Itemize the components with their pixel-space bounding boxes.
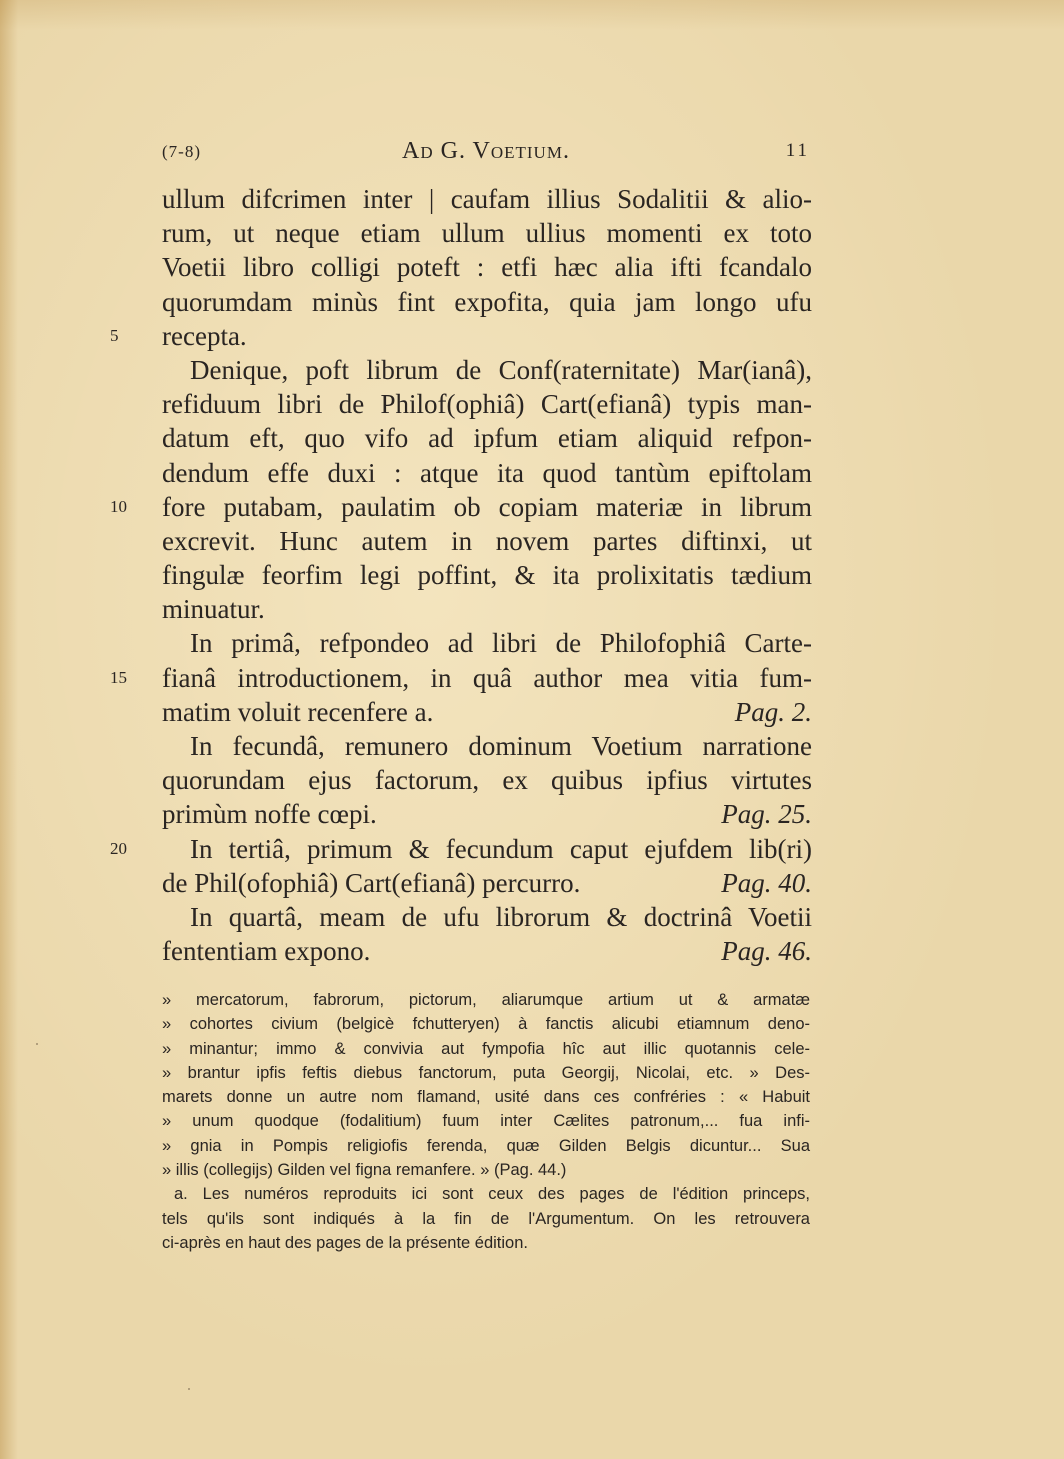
text-line-content: excrevit. Hunc autem in novem partes diftinxi, ut [162, 525, 812, 556]
text-line-content: In primâ, refpondeo ad libri de Philofophiâ Carte- [190, 628, 812, 659]
text-line [110, 832, 812, 866]
line-number: 15 [110, 667, 127, 687]
line-number: 20 [110, 838, 127, 858]
footnote-line: tels qu'ils sont indiqués à la fin de l'Argumentum. On les retrouvera [162, 1209, 810, 1228]
text-line-content: quorundam ejus factorum, ex quibus ipfius virtutes [162, 765, 812, 796]
footnote-line: » illis (collegijs) Gilden vel figna remanfere. » (Pag. 44.) [162, 1161, 567, 1180]
text-line [162, 797, 812, 831]
footnotes-block [162, 988, 810, 1255]
running-head [162, 138, 810, 168]
text-line [110, 661, 812, 695]
page-reference: Pag. 2. [734, 696, 812, 727]
text-line-content: ullum difcrimen inter | caufam illius Sodalitii & alio- [162, 184, 812, 214]
text-line [162, 763, 812, 797]
text-line [162, 456, 812, 490]
text-line-content: quorumdam minùs fint expofita, quia jam longo ufu [162, 286, 812, 317]
text-line [162, 626, 812, 660]
text-line-content: recepta. [162, 320, 247, 351]
text-line [162, 592, 812, 626]
text-line-content: Voetii libro colligi poteft : etfi hæc alia ifti fcandalo [162, 252, 812, 283]
running-head-left: (7-8) [162, 142, 201, 161]
footnote-line: » brantur ipfis feftis diebus fanctorum, puta Georgij, Nicolai, etc. » Des- [162, 1063, 810, 1082]
running-head-title: Ad G. Voetium. [402, 138, 570, 164]
text-line [162, 421, 812, 455]
text-line [162, 353, 812, 387]
line-number: 5 [110, 325, 119, 345]
text-line-content: dendum effe duxi : atque ita quod tantùm epiftolam [162, 457, 812, 488]
main-text-block [110, 182, 812, 968]
text-line-content: fianâ introductionem, in quâ author mea vitia fum- [162, 662, 812, 693]
footnote-line: marets donne un autre nom flamand, usité dans ces confréries : « Habuit [162, 1088, 810, 1107]
text-line [162, 558, 812, 592]
footnote-line: » unum quodque (fodalitium) fuum inter Cælites patronum,... fua infi- [162, 1112, 810, 1131]
footnote-line: a. Les numéros reproduits ici sont ceux des pages de l'édition princeps, [174, 1185, 810, 1204]
footnote-line: » mercatorum, fabrorum, pictorum, aliarumque artium ut & armatæ [162, 991, 810, 1009]
page-reference: Pag. 46. [721, 936, 812, 967]
page-reference: Pag. 40. [721, 867, 812, 898]
text-line [162, 216, 812, 250]
text-line [162, 387, 812, 421]
footnote-line: ci-après en haut des pages de la présente édition. [162, 1233, 528, 1252]
text-line [110, 490, 812, 524]
text-line [162, 934, 812, 968]
paper-speck [36, 1043, 38, 1045]
page-reference: Pag. 25. [721, 799, 812, 830]
footnote-line: » minantur; immo & convivia aut fympofia hîc aut illic quotannis cele- [162, 1039, 810, 1058]
text-line-content: refiduum libri de Philof(ophiâ) Cart(efianâ) typis man- [162, 389, 812, 420]
paper-speck [188, 1388, 190, 1390]
text-line [162, 695, 812, 729]
text-line-content: minuatur. [162, 594, 265, 625]
text-line [162, 285, 812, 319]
text-line-content: fententiam expono. [162, 936, 371, 967]
text-line-content: matim voluit recenfere a. [162, 696, 434, 727]
line-number: 10 [110, 496, 127, 516]
text-line [162, 729, 812, 763]
text-line [162, 182, 812, 216]
text-line [110, 319, 812, 353]
text-line-content: fingulæ feorfim legi poffint, & ita prolixitatis tædium [162, 560, 812, 591]
text-line-content: datum eft, quo vifo ad ipfum etiam aliquid refpon- [162, 423, 812, 454]
text-line-content: primùm noffe cœpi. [162, 799, 377, 830]
text-line-content: de Phil(ofophiâ) Cart(efianâ) percurro. [162, 867, 581, 898]
footnote-line: » cohortes civium (belgicè fchutteryen) à fanctis alicubi etiamnum deno- [162, 1015, 810, 1034]
text-line [162, 524, 812, 558]
footnote-line: » gnia in Pompis religiofis ferenda, quæ Gilden Belgis dicuntur... Sua [162, 1136, 810, 1155]
text-line-content: fore putabam, paulatim ob copiam materiæ in librum [162, 491, 812, 522]
text-line-content: rum, ut neque etiam ullum ullius momenti ex toto [162, 218, 812, 249]
text-line-content: In tertiâ, primum & fecundum caput ejufdem lib(ri) [190, 833, 812, 864]
text-line-content: In fecundâ, remunero dominum Voetium narratione [190, 731, 812, 761]
text-line [162, 866, 812, 900]
page-number: 11 [785, 140, 810, 161]
text-line-content: In quartâ, meam de ufu librorum & doctrinâ Voetii [190, 901, 812, 932]
text-line-content: Denique, poft librum de Conf(raternitate) Mar(ianâ), [190, 354, 812, 385]
text-line [162, 250, 812, 284]
text-line [162, 900, 812, 934]
